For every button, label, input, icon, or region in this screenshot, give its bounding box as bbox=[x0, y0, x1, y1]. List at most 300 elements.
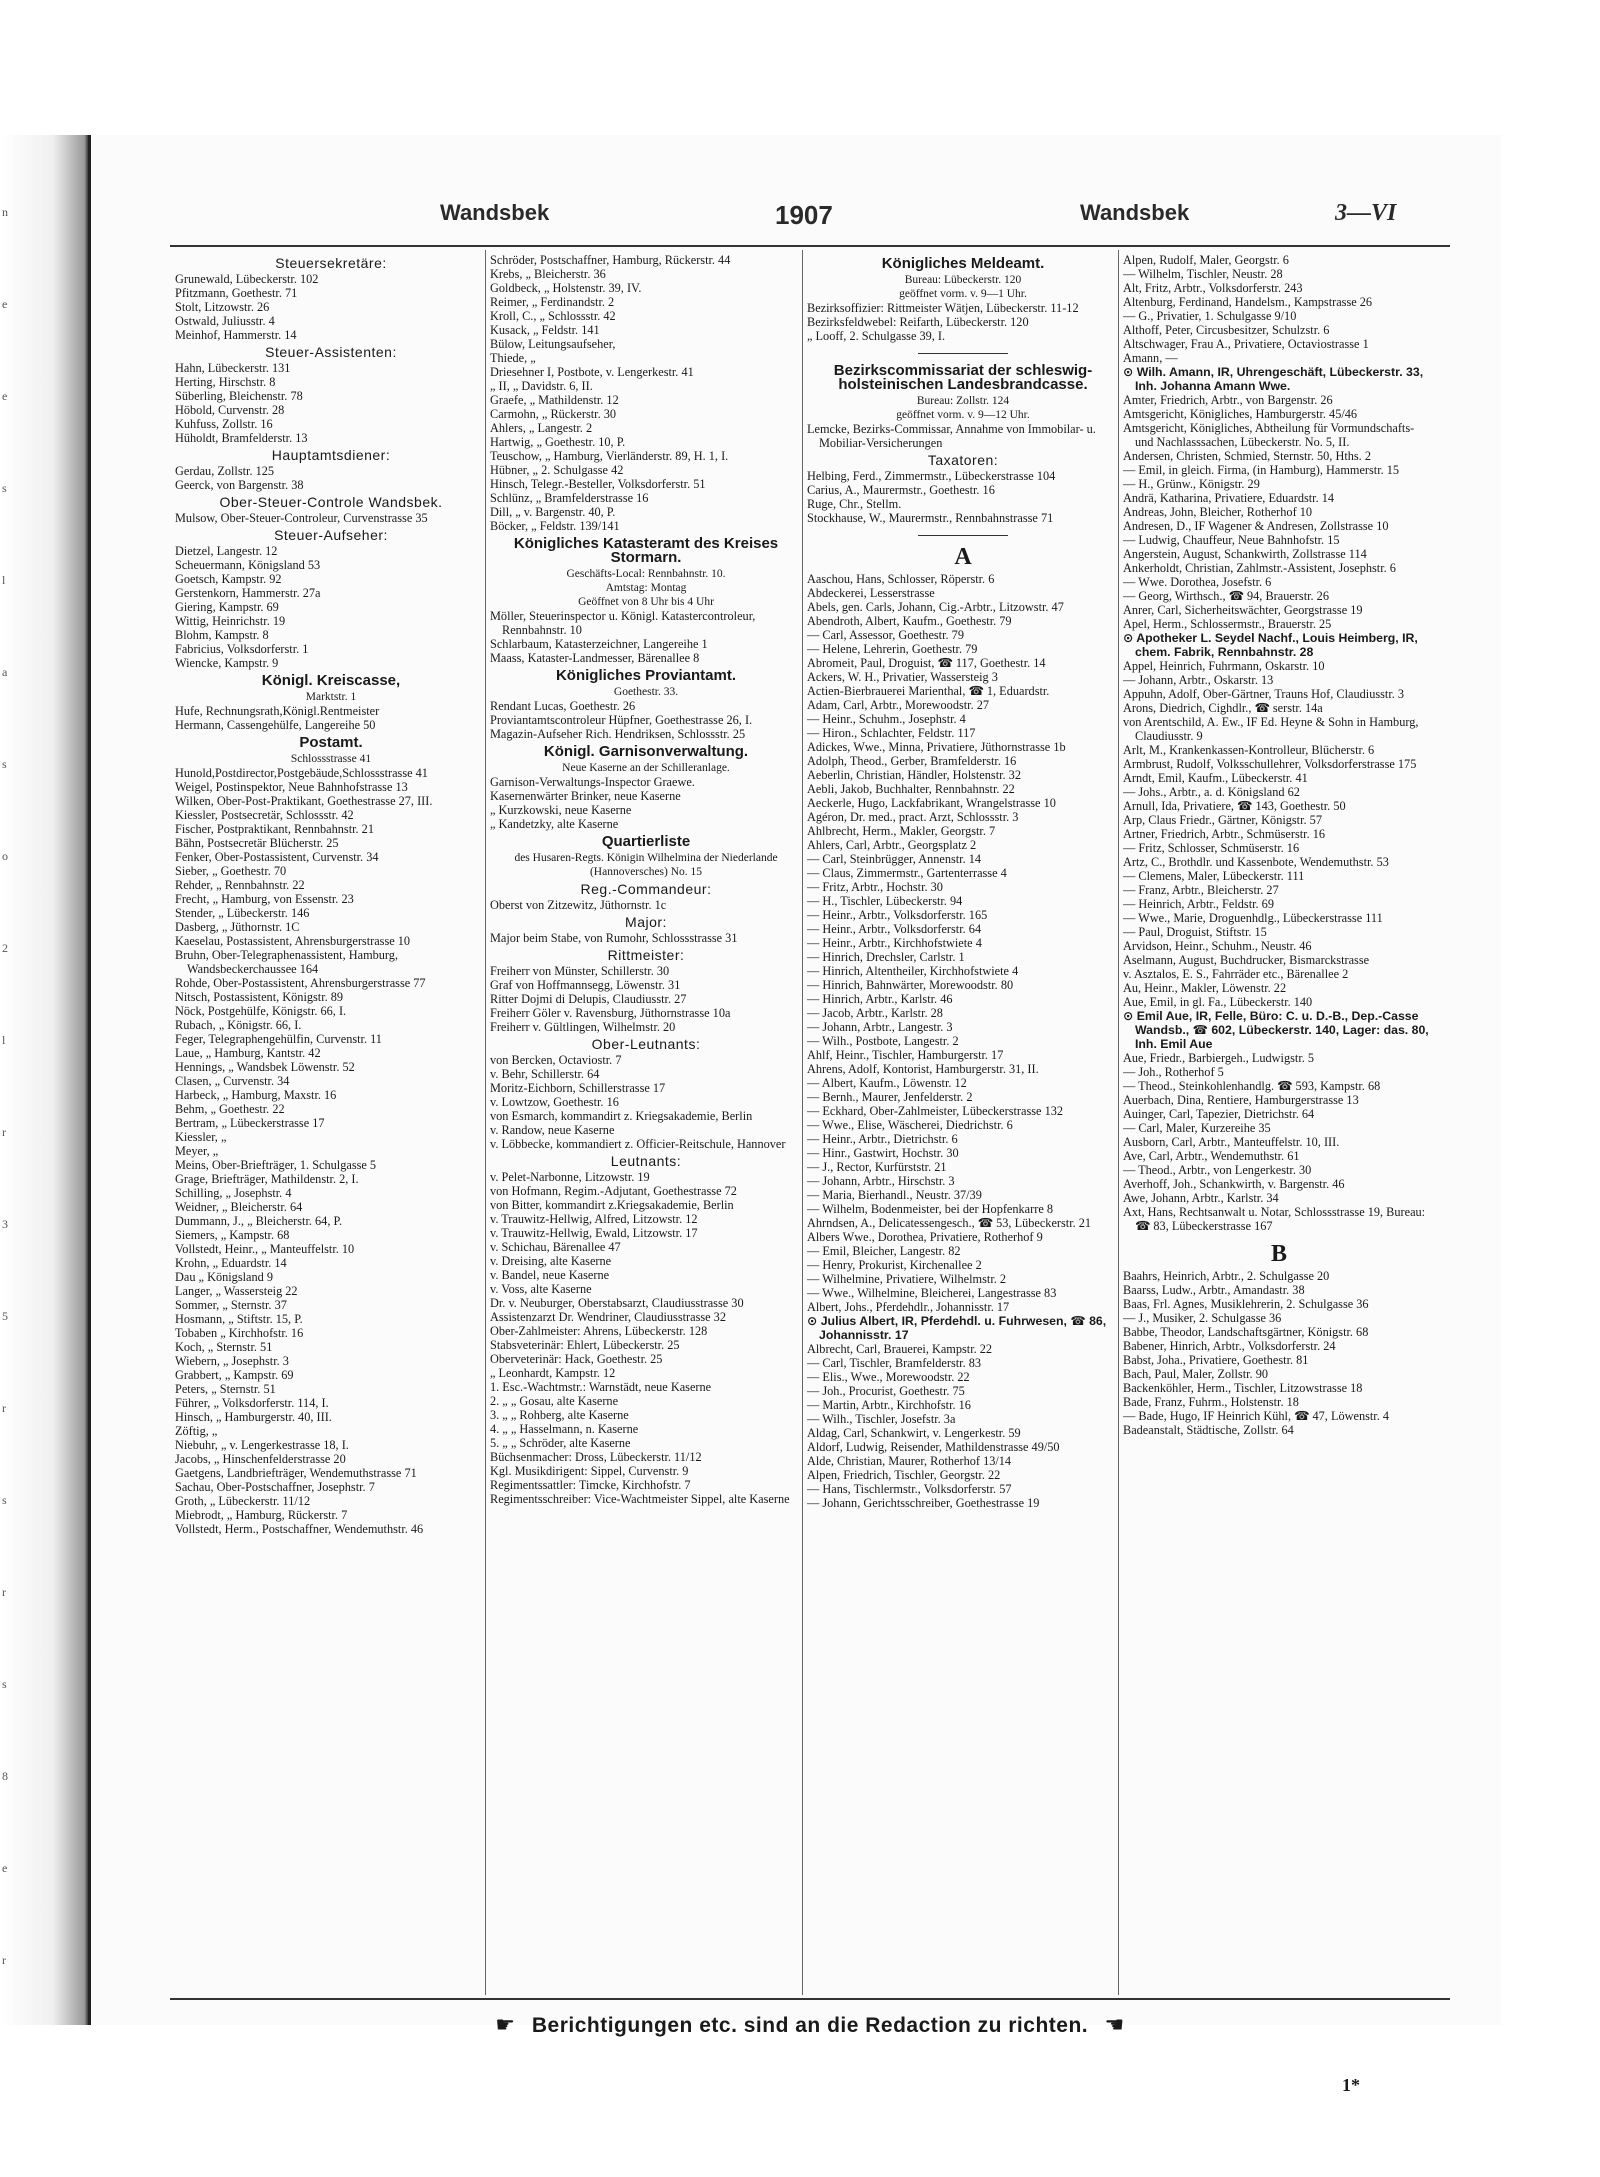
directory-entry: Baas, Frl. Agnes, Musiklehrerin, 2. Schulgasse 36 bbox=[1123, 1297, 1369, 1311]
directory-entry: Adickes, Wwe., Minna, Privatiere, Jüthornstrasse 1b bbox=[807, 740, 1066, 754]
directory-entry: Bezirksfeldwebel: Reifarth, Lübeckerstr. 120 bbox=[807, 315, 1029, 329]
directory-entry: — Helene, Lehrerin, Goethestr. 79 bbox=[807, 642, 978, 656]
prev-page-fragment: s bbox=[2, 1677, 8, 1691]
office-heading: Bezirkscommissariat der schleswig-holsteinischen Landesbrandcasse. bbox=[833, 362, 1093, 393]
directory-entry: 2. „ „ Gosau, alte Kaserne bbox=[490, 1394, 619, 1408]
directory-entry: Langer, „ Wassersteig 22 bbox=[175, 1284, 298, 1298]
prev-page-fragment: n bbox=[2, 205, 9, 219]
directory-entry: Kroll, C., „ Schlossstr. 42 bbox=[490, 309, 616, 323]
directory-entry: Arndt, Emil, Kaufm., Lübeckerstr. 41 bbox=[1123, 771, 1308, 785]
directory-entry: Aldag, Carl, Schankwirt, v. Lengerkestr. 59 bbox=[807, 1426, 1021, 1440]
directory-entry: Rubach, „ Königstr. 66, I. bbox=[175, 1018, 302, 1032]
directory-entry: Goetsch, Kampstr. 92 bbox=[175, 572, 282, 586]
directory-entry: Ahlers, Carl, Arbtr., Georgsplatz 2 bbox=[807, 838, 977, 852]
office-heading: Königliches Meldeamt. bbox=[881, 255, 1045, 272]
directory-entry: — Hiron., Schlachter, Feldstr. 117 bbox=[807, 726, 976, 740]
directory-entry: Stockhause, W., Maurermstr., Rennbahnstrasse 71 bbox=[807, 511, 1054, 525]
column-2 bbox=[490, 253, 802, 1993]
directory-entry: — H., Tischler, Lübeckerstr. 94 bbox=[807, 894, 963, 908]
prev-page-fragment: e bbox=[2, 389, 9, 403]
directory-entry: Graf von Hoffmannsegg, Löwenstr. 31 bbox=[490, 978, 681, 992]
office-subtitle: geöffnet vorm. v. 9—12 Uhr. bbox=[896, 409, 1030, 421]
directory-entry: Abels, gen. Carls, Johann, Cig.-Arbtr., Litzowstr. 47 bbox=[807, 600, 1064, 614]
directory-entry: Bähn, Postsecretär Blücherstr. 25 bbox=[175, 836, 339, 850]
section-heading: Leutnants: bbox=[610, 1153, 682, 1169]
directory-entry: Nöck, Postgehülfe, Königstr. 66, I. bbox=[175, 1004, 347, 1018]
prev-page-fragment: r bbox=[2, 1125, 7, 1139]
directory-entry: Wittig, Heinrichstr. 19 bbox=[175, 614, 286, 628]
directory-entry: Dr. v. Neuburger, Oberstabsarzt, Claudiusstrasse 30 bbox=[490, 1296, 744, 1310]
directory-entry: Oberveterinär: Hack, Goethestr. 25 bbox=[490, 1352, 663, 1366]
directory-entry: Aldorf, Ludwig, Reisender, Mathildenstrasse 49/50 bbox=[807, 1440, 1060, 1454]
directory-entry: Adam, Carl, Arbtr., Morewoodstr. 27 bbox=[807, 698, 990, 712]
directory-entry: Badeanstalt, Städtische, Zollstr. 64 bbox=[1123, 1423, 1294, 1437]
directory-entry: Ahlers, „ Langestr. 2 bbox=[490, 421, 593, 435]
directory-entry: Dietzel, Langestr. 12 bbox=[175, 544, 278, 558]
directory-entry: Moritz-Eichborn, Schillerstrasse 17 bbox=[490, 1081, 666, 1095]
directory-entry: Geerck, von Bargenstr. 38 bbox=[175, 478, 304, 492]
directory-entry: Rohde, Ober-Postassistent, Ahrensburgerstrasse 77 bbox=[175, 976, 426, 990]
directory-entry: Zöftig, „ bbox=[175, 1424, 218, 1438]
directory-entry: — G., Privatier, 1. Schulgasse 9/10 bbox=[1123, 309, 1297, 323]
directory-entry: Awe, Johann, Arbtr., Karlstr. 34 bbox=[1123, 1191, 1279, 1205]
directory-entry: Garnison-Verwaltungs-Inspector Graewe. bbox=[490, 775, 695, 789]
directory-entry: Althoff, Peter, Circusbesitzer, Schulzstr. 6 bbox=[1123, 323, 1330, 337]
directory-entry: Harbeck, „ Hamburg, Maxstr. 16 bbox=[175, 1088, 337, 1102]
directory-entry: v. Löbbecke, kommandiert z. Officier-Reitschule, Hannover bbox=[490, 1137, 786, 1151]
directory-entry: — Johann, Gerichtsschreiber, Goethestrasse 19 bbox=[807, 1496, 1040, 1510]
directory-entry: Abendroth, Albert, Kaufm., Goethestr. 79 bbox=[807, 614, 1012, 628]
directory-entry: Apel, Herm., Schlossermstr., Brauerstr. 25 bbox=[1123, 617, 1332, 631]
directory-entry: — Heinr., Arbtr., Volksdorferstr. 165 bbox=[807, 908, 988, 922]
directory-entry: Krebs, „ Bleicherstr. 36 bbox=[490, 267, 606, 281]
directory-entry: Freiherr von Münster, Schillerstr. 30 bbox=[490, 964, 670, 978]
header-town-right: Wandsbek bbox=[1080, 200, 1190, 225]
directory-entry: Ahlf, Heinr., Tischler, Hamburgerstr. 17 bbox=[807, 1048, 1004, 1062]
directory-entry: Baarss, Ludw., Arbtr., Amandastr. 38 bbox=[1123, 1283, 1305, 1297]
directory-entry: — Maria, Bierhandl., Neustr. 37/39 bbox=[807, 1188, 982, 1202]
directory-entry: — Henry, Prokurist, Kirchenallee 2 bbox=[807, 1258, 982, 1272]
directory-entry: — Jacob, Arbtr., Karlstr. 28 bbox=[807, 1006, 943, 1020]
directory-entry: Hübner, „ 2. Schulgasse 42 bbox=[490, 463, 624, 477]
directory-entry: Behm, „ Goethestr. 22 bbox=[175, 1102, 285, 1116]
prev-page-fragment: r bbox=[2, 1585, 7, 1599]
directory-entry: — Wilhelmine, Privatiere, Wilhelmstr. 2 bbox=[807, 1272, 1007, 1286]
directory-entry: 1. Esc.-Wachtmstr.: Warnstädt, neue Kaserne bbox=[490, 1380, 712, 1394]
prev-page-fragment: a bbox=[2, 665, 9, 679]
section-heading: Taxatoren: bbox=[927, 452, 999, 468]
directory-entry: — Heinr., Schuhm., Josephstr. 4 bbox=[807, 712, 966, 726]
directory-entry: — Hinrich, Bahnwärter, Morewoodstr. 80 bbox=[807, 978, 1014, 992]
directory-entry: Albrecht, Carl, Brauerei, Kampstr. 22 bbox=[807, 1342, 993, 1356]
directory-entry: v. Trauwitz-Hellwig, Alfred, Litzowstr. 12 bbox=[490, 1212, 698, 1226]
directory-entry: Schlarbaum, Katasterzeichner, Langereihe 1 bbox=[490, 637, 708, 651]
directory-entry: Albers Wwe., Dorothea, Privatiere, Rotherhof 9 bbox=[807, 1230, 1043, 1244]
directory-entry: ⊙ Emil Aue, IR, Felle, Büro: C. u. D.-B., Dep.-Casse Wandsb., ☎ 602, Lübeckerstr. 140, Lager: das. 80, Inh. Emil Aue bbox=[1123, 1009, 1429, 1051]
directory-entry: Aselmann, August, Buchdrucker, Bismarckstrasse bbox=[1123, 953, 1370, 967]
directory-entry: Fenker, Ober-Postassistent, Curvenstr. 34 bbox=[175, 850, 379, 864]
directory-entry: Arvidson, Heinr., Schuhm., Neustr. 46 bbox=[1123, 939, 1312, 953]
prev-page-fragment: 3 bbox=[2, 1217, 9, 1231]
directory-entry: Bertram, „ Lübeckerstrasse 17 bbox=[175, 1116, 325, 1130]
directory-entry: — Theod., Steinkohlenhandlg. ☎ 593, Kampstr. 68 bbox=[1123, 1079, 1381, 1093]
column-divider bbox=[802, 250, 803, 1995]
directory-entry: Carmohn, „ Rückerstr. 30 bbox=[490, 407, 617, 421]
office-subtitle: Goethestr. 33. bbox=[613, 686, 679, 698]
directory-entry: — Wilhelm, Bodenmeister, bei der Hopfenkarre 8 bbox=[807, 1202, 1054, 1216]
pointing-hand-icon: ☛ bbox=[495, 2012, 516, 2037]
directory-entry: v. Trauwitz-Hellwig, Ewald, Litzowstr. 17 bbox=[490, 1226, 698, 1240]
directory-entry: Mulsow, Ober-Steuer-Controleur, Curvenstrasse 35 bbox=[175, 511, 428, 525]
prev-page-fragment: l bbox=[2, 573, 7, 587]
directory-entry: Freiherr v. Gültlingen, Wilhelmstr. 20 bbox=[490, 1020, 676, 1034]
directory-entry: — Eckhard, Ober-Zahlmeister, Lübeckerstrasse 132 bbox=[807, 1104, 1064, 1118]
directory-entry: Babst, Joha., Privatiere, Goethestr. 81 bbox=[1123, 1353, 1309, 1367]
directory-entry: Arnull, Ida, Privatiere, ☎ 143, Goethestr. 50 bbox=[1123, 799, 1346, 813]
office-subtitle: Marktstr. 1 bbox=[305, 691, 357, 703]
office-subtitle: Neue Kaserne an der Schilleranlage. bbox=[562, 762, 730, 774]
directory-entry: — J., Musiker, 2. Schulgasse 36 bbox=[1123, 1311, 1282, 1325]
directory-entry: Sachau, Ober-Postschaffner, Josephstr. 7 bbox=[175, 1480, 375, 1494]
office-subtitle: Bureau: Zollstr. 124 bbox=[916, 395, 1010, 407]
directory-entry: Andresen, D., IF Wagener & Andresen, Zollstrasse 10 bbox=[1123, 519, 1389, 533]
directory-entry: Grabbert, „ Kampstr. 69 bbox=[175, 1368, 294, 1382]
directory-entry: Nitsch, Postassistent, Königstr. 89 bbox=[175, 990, 344, 1004]
directory-entry: Assistenzarzt Dr. Wendriner, Claudiusstrasse 32 bbox=[490, 1310, 726, 1324]
directory-entry: Ruge, Chr., Stellm. bbox=[807, 497, 902, 511]
directory-entry: v. Schichau, Bärenallee 47 bbox=[490, 1240, 621, 1254]
directory-entry: Gerdau, Zollstr. 125 bbox=[175, 464, 275, 478]
directory-entry: Lemcke, Bezirks-Commissar, Annahme von Immobilar- u. Mobiliar-Versicherungen bbox=[807, 422, 1096, 450]
directory-entry: Agéron, Dr. med., pract. Arzt, Schlossstr. 3 bbox=[807, 810, 1019, 824]
directory-entry: — Johann, Arbtr., Langestr. 3 bbox=[807, 1020, 953, 1034]
column-1 bbox=[175, 253, 487, 1993]
directory-entry: Alpen, Friedrich, Tischler, Georgstr. 22 bbox=[807, 1468, 1001, 1482]
directory-entry: von Bitter, kommandirt z.Kriegsakademie, Berlin bbox=[490, 1198, 734, 1212]
directory-entry: Carius, A., Maurermstr., Goethestr. 16 bbox=[807, 483, 995, 497]
directory-entry: Clasen, „ Curvenstr. 34 bbox=[175, 1074, 290, 1088]
directory-entry: Ostwald, Juliusstr. 4 bbox=[175, 314, 275, 328]
directory-entry: Armbrust, Rudolf, Volksschullehrer, Volksdorferstrasse 175 bbox=[1123, 757, 1417, 771]
directory-entry: Ahrndsen, A., Delicatessengesch., ☎ 53, Lübeckerstr. 21 bbox=[807, 1216, 1092, 1230]
directory-entry: Oberst von Zitzewitz, Jüthornstr. 1c bbox=[490, 898, 667, 912]
directory-entry: Anrer, Carl, Sicherheitswächter, Georgstrasse 19 bbox=[1123, 603, 1363, 617]
directory-entry: — Carl, Maler, Kurzereihe 35 bbox=[1123, 1121, 1271, 1135]
directory-entry: — Wilh., Tischler, Josefstr. 3a bbox=[807, 1412, 956, 1426]
directory-entry: Aue, Emil, in gl. Fa., Lübeckerstr. 140 bbox=[1123, 995, 1313, 1009]
directory-entry: „ Leonhardt, Kampstr. 12 bbox=[490, 1366, 616, 1380]
directory-entry: — Hinrich, Arbtr., Karlstr. 46 bbox=[807, 992, 953, 1006]
directory-entry: Kiessler, „ bbox=[175, 1130, 227, 1144]
footer-rule bbox=[170, 1998, 1450, 2000]
column-4 bbox=[1123, 253, 1435, 1993]
directory-entry: Magazin-Aufseher Rich. Hendriksen, Schlossstr. 25 bbox=[490, 727, 746, 741]
directory-entry: — Theod., Arbtr., von Lengerkestr. 30 bbox=[1123, 1163, 1312, 1177]
directory-entry: — Martin, Arbtr., Kirchhofstr. 16 bbox=[807, 1398, 971, 1412]
directory-entry: v. Pelet-Narbonne, Litzowstr. 19 bbox=[490, 1170, 650, 1184]
directory-entry: Möller, Steuerinspector u. Königl. Katastercontroleur, Rennbahnstr. 10 bbox=[490, 609, 756, 637]
directory-entry: — Wwe., Marie, Droguenhdlg., Lübeckerstrasse 111 bbox=[1123, 911, 1383, 925]
letter-heading: A bbox=[954, 544, 972, 570]
directory-entry: Kasernenwärter Brinker, neue Kaserne bbox=[490, 789, 681, 803]
directory-entry: Krohn, „ Eduardstr. 14 bbox=[175, 1256, 287, 1270]
directory-entry: Bruhn, Ober-Telegraphenassistent, Hamburg, Wandsbeckerchaussee 164 bbox=[175, 948, 399, 976]
directory-entry: Hennings, „ Wandsbek Löwenstr. 52 bbox=[175, 1060, 355, 1074]
section-heading: Major: bbox=[625, 914, 667, 930]
header-page-number: 3—VI bbox=[1335, 200, 1397, 226]
footer-text: Berichtigungen etc. sind an die Redaction zu richten. bbox=[531, 2014, 1089, 2037]
directory-entry: Ahlbrecht, Herm., Makler, Georgstr. 7 bbox=[807, 824, 996, 838]
directory-entry: Gerstenkorn, Hammerstr. 27a bbox=[175, 586, 321, 600]
directory-entry: Au, Heinr., Makler, Löwenstr. 22 bbox=[1123, 981, 1287, 995]
directory-entry: — Ludwig, Chauffeur, Neue Bahnhofstr. 15 bbox=[1123, 533, 1340, 547]
directory-entry: Helbing, Ferd., Zimmermstr., Lübeckerstrasse 104 bbox=[807, 469, 1056, 483]
office-heading: Königl. Kreiscasse, bbox=[261, 672, 401, 689]
directory-entry: Kusack, „ Feldstr. 141 bbox=[490, 323, 600, 337]
directory-entry: Appel, Heinrich, Fuhrmann, Oskarstr. 10 bbox=[1123, 659, 1325, 673]
short-rule bbox=[918, 353, 1008, 354]
directory-entry: Böcker, „ Feldstr. 139/141 bbox=[490, 519, 620, 533]
directory-entry: v. Randow, neue Kaserne bbox=[490, 1123, 615, 1137]
directory-entry: Miebrodt, „ Hamburg, Rückerstr. 7 bbox=[175, 1508, 348, 1522]
directory-entry: — Hinrich, Drechsler, Carlstr. 1 bbox=[807, 950, 965, 964]
office-subtitle: Geöffnet von 8 Uhr bis 4 Uhr bbox=[578, 596, 714, 608]
directory-entry: Regimentssattler: Timcke, Kirchhofstr. 7 bbox=[490, 1478, 691, 1492]
directory-entry: Führer, „ Volksdorferstr. 114, I. bbox=[175, 1396, 329, 1410]
directory-entry: Alde, Christian, Maurer, Rotherhof 13/14 bbox=[807, 1454, 1012, 1468]
directory-entry: Arlt, M., Krankenkassen-Kontrolleur, Blücherstr. 6 bbox=[1123, 743, 1375, 757]
directory-entry: v. Dreising, alte Kaserne bbox=[490, 1254, 612, 1268]
directory-entry: Meinhof, Hammerstr. 14 bbox=[175, 328, 297, 342]
directory-entry: von Arentschild, A. Ew., IF Ed. Heyne & Sohn in Hamburg, Claudiusstr. 9 bbox=[1123, 715, 1419, 743]
directory-entry: Blohm, Kampstr. 8 bbox=[175, 628, 269, 642]
directory-entry: Alpen, Rudolf, Maler, Georgstr. 6 bbox=[1123, 253, 1289, 267]
directory-entry: Averhoff, Joh., Schankwirth, v. Bargenstr. 46 bbox=[1123, 1177, 1345, 1191]
directory-entry: Bade, Franz, Fuhrm., Holstenstr. 18 bbox=[1123, 1395, 1299, 1409]
directory-entry: Ober-Zahlmeister: Ahrens, Lübeckerstr. 128 bbox=[490, 1324, 708, 1338]
directory-entry: v. Bandel, neue Kaserne bbox=[490, 1268, 610, 1282]
directory-entry: „ Kurzkowski, neue Kaserne bbox=[490, 803, 632, 817]
office-subtitle: Amtstag: Montag bbox=[605, 582, 687, 594]
prev-page-fragment: s bbox=[2, 1493, 8, 1507]
directory-entry: Ahrens, Adolf, Kontorist, Hamburgerstr. 31, II. bbox=[807, 1062, 1039, 1076]
section-heading: Steuersekretäre: bbox=[275, 255, 387, 271]
directory-entry: — Johann, Arbtr., Oskarstr. 13 bbox=[1123, 673, 1274, 687]
directory-entry: Aebli, Jakob, Buchhalter, Rennbahnstr. 22 bbox=[807, 782, 1015, 796]
directory-entry: Hinsch, „ Hamburgerstr. 40, III. bbox=[175, 1410, 332, 1424]
directory-entry: Vollstedt, Heinr., „ Manteuffelstr. 10 bbox=[175, 1242, 355, 1256]
directory-entry: Scheuermann, Königsland 53 bbox=[175, 558, 321, 572]
directory-entry: Freiherr Göler v. Ravensburg, Jüthornstrasse 10a bbox=[490, 1006, 731, 1020]
directory-entry: — Carl, Steinbrügger, Annenstr. 14 bbox=[807, 852, 982, 866]
directory-entry: Ritter Dojmi di Delupis, Claudiusstr. 27 bbox=[490, 992, 687, 1006]
directory-entry: — Heinr., Arbtr., Dietrichstr. 6 bbox=[807, 1132, 958, 1146]
directory-entry: Driesehner I, Postbote, v. Lengerkestr. 41 bbox=[490, 365, 694, 379]
directory-entry: Graefe, „ Mathildenstr. 12 bbox=[490, 393, 619, 407]
directory-entry: Kiessler, Postsecretär, Schlossstr. 42 bbox=[175, 808, 354, 822]
directory-entry: — Georg, Wirthsch., ☎ 94, Brauerstr. 26 bbox=[1123, 589, 1329, 603]
section-heading: Ober-Leutnants: bbox=[591, 1036, 701, 1052]
office-heading: Quartierliste bbox=[601, 833, 691, 850]
directory-entry: Weigel, Postinspektor, Neue Bahnhofstrasse 13 bbox=[175, 780, 408, 794]
directory-entry: Andrä, Katharina, Privatiere, Eduardstr. 14 bbox=[1123, 491, 1335, 505]
office-subtitle: Schlossstrasse 41 bbox=[290, 753, 372, 765]
directory-entry: Groth, „ Lübeckerstr. 11/12 bbox=[175, 1494, 311, 1508]
directory-entry: Grage, Briefträger, Mathildenstr. 2, I. bbox=[175, 1172, 359, 1186]
directory-entry: — Heinr., Arbtr., Volksdorferstr. 64 bbox=[807, 922, 982, 936]
directory-entry: — Fritz, Schlosser, Schmüserstr. 16 bbox=[1123, 841, 1300, 855]
directory-entry: — Wwe. Dorothea, Josefstr. 6 bbox=[1123, 575, 1272, 589]
directory-entry: Vollstedt, Herm., Postschaffner, Wendemuthstr. 46 bbox=[175, 1522, 424, 1536]
directory-entry: Jacobs, „ Hinschenfelderstrasse 20 bbox=[175, 1452, 346, 1466]
directory-entry: v. Voss, alte Kaserne bbox=[490, 1282, 592, 1296]
directory-entry: Hunold,Postdirector,Postgebäude,Schlossstrasse 41 bbox=[175, 766, 428, 780]
directory-entry: — Carl, Assessor, Goethestr. 79 bbox=[807, 628, 964, 642]
directory-entry: Rendant Lucas, Goethestr. 26 bbox=[490, 699, 636, 713]
directory-entry: Arp, Claus Friedr., Gärtner, Königstr. 57 bbox=[1123, 813, 1322, 827]
directory-entry: Pfitzmann, Goethestr. 71 bbox=[175, 286, 298, 300]
directory-entry: — Emil, Bleicher, Langestr. 82 bbox=[807, 1244, 961, 1258]
section-heading: Reg.-Commandeur: bbox=[580, 881, 712, 897]
directory-entry: — Joh., Rotherhof 5 bbox=[1123, 1065, 1224, 1079]
directory-entry: — Wilhelm, Tischler, Neustr. 28 bbox=[1123, 267, 1283, 281]
directory-entry: Proviantamtscontroleur Hüpfner, Goethestrasse 26, I. bbox=[490, 713, 753, 727]
directory-entry: Bezirksoffizier: Rittmeister Wätjen, Lübeckerstr. 11-12 bbox=[807, 301, 1079, 315]
directory-entry: v. Lowtzow, Goethestr. 16 bbox=[490, 1095, 619, 1109]
directory-entry: Meins, Ober-Briefträger, 1. Schulgasse 5 bbox=[175, 1158, 377, 1172]
directory-entry: Aeberlin, Christian, Händler, Holstenstr. 32 bbox=[807, 768, 1021, 782]
directory-entry: — J., Rector, Kurfürststr. 21 bbox=[807, 1160, 947, 1174]
directory-entry: Amtsgericht, Königliches, Hamburgerstr. 45/46 bbox=[1123, 407, 1358, 421]
directory-entry: — Carl, Tischler, Bramfelderstr. 83 bbox=[807, 1356, 982, 1370]
letter-heading: B bbox=[1270, 1241, 1287, 1267]
directory-entry: Aaschou, Hans, Schlosser, Röperstr. 6 bbox=[807, 572, 995, 586]
directory-entry: Weidner, „ Bleicherstr. 64 bbox=[175, 1200, 303, 1214]
directory-entry: — Joh., Procurist, Goethestr. 75 bbox=[807, 1384, 965, 1398]
directory-entry: „ Looff, 2. Schulgasse 39, I. bbox=[807, 329, 946, 343]
directory-entry: Altenburg, Ferdinand, Handelsm., Kampstrasse 26 bbox=[1123, 295, 1373, 309]
directory-entry: — Albert, Kaufm., Löwenstr. 12 bbox=[807, 1076, 967, 1090]
directory-entry: Niebuhr, „ v. Lengerkestrasse 18, I. bbox=[175, 1438, 349, 1452]
directory-entry: Hahn, Lübeckerstr. 131 bbox=[175, 361, 291, 375]
directory-entry: Giering, Kampstr. 69 bbox=[175, 600, 279, 614]
directory-entry: Adolph, Theod., Gerber, Bramfelderstr. 16 bbox=[807, 754, 1017, 768]
directory-entry: Meyer, „ bbox=[175, 1144, 219, 1158]
prev-page-fragment: 2 bbox=[2, 941, 9, 955]
directory-entry: Schröder, Postschaffner, Hamburg, Rückerstr. 44 bbox=[490, 253, 731, 267]
directory-entry: Reimer, „ Ferdinandstr. 2 bbox=[490, 295, 615, 309]
directory-entry: Kgl. Musikdirigent: Sippel, Curvenstr. 9 bbox=[490, 1464, 689, 1478]
directory-entry: Andersen, Christen, Schmied, Sternstr. 50, Hths. 2 bbox=[1123, 449, 1371, 463]
directory-entry: Ankerholdt, Christian, Zahlmstr.-Assistent, Josephstr. 6 bbox=[1123, 561, 1396, 575]
header-year: 1907 bbox=[775, 200, 833, 230]
directory-entry: Dill, „ v. Bargenstr. 40, P. bbox=[490, 505, 616, 519]
directory-entry: Wilken, Ober-Post-Praktikant, Goethestrasse 27, III. bbox=[175, 794, 433, 808]
directory-entry: Andreas, John, Bleicher, Rotherhof 10 bbox=[1123, 505, 1313, 519]
directory-entry: 4. „ „ Hasselmann, n. Kaserne bbox=[490, 1422, 639, 1436]
prev-page-fragment: e bbox=[2, 297, 9, 311]
directory-entry: Regimentsschreiber: Vice-Wachtmeister Sippel, alte Kaserne bbox=[490, 1492, 790, 1506]
directory-entry: Hermann, Cassengehülfe, Langereihe 50 bbox=[175, 718, 376, 732]
directory-entry: Siemers, „ Kampstr. 68 bbox=[175, 1228, 290, 1242]
office-heading: Königl. Garnisonverwaltung. bbox=[543, 743, 749, 760]
directory-entry: Stender, „ Lübeckerstr. 146 bbox=[175, 906, 310, 920]
directory-entry: Dasberg, „ Jüthornstr. 1C bbox=[175, 920, 300, 934]
directory-entry: Stolt, Litzowstr. 26 bbox=[175, 300, 270, 314]
directory-entry: — Heinrich, Arbtr., Feldstr. 69 bbox=[1123, 897, 1274, 911]
directory-entry: ⊙ Wilh. Amann, IR, Uhrengeschäft, Lübeckerstr. 33, Inh. Johanna Amann Wwe. bbox=[1123, 365, 1424, 393]
pointing-hand-icon: ☚ bbox=[1104, 2012, 1125, 2037]
section-heading: Steuer-Aufseher: bbox=[274, 527, 388, 543]
directory-entry: Angerstein, August, Schankwirth, Zollstrasse 114 bbox=[1123, 547, 1367, 561]
directory-entry: Amtsgericht, Königliches, Abtheilung für Vormundschafts- und Nachlasssachen, Lübeckerstr. No. 5, II. bbox=[1123, 421, 1415, 449]
directory-entry: ⊙ Apotheker L. Seydel Nachf., Louis Heimberg, IR, chem. Fabrik, Rennbahnstr. 28 bbox=[1123, 631, 1418, 659]
directory-entry: Auerbach, Dina, Rentiere, Hamburgerstrasse 13 bbox=[1123, 1093, 1359, 1107]
directory-entry: Stabsveterinär: Ehlert, Lübeckerstr. 25 bbox=[490, 1338, 680, 1352]
page-header bbox=[360, 200, 1450, 240]
directory-entry: Höbold, Curvenstr. 28 bbox=[175, 403, 285, 417]
directory-entry: Schlünz, „ Bramfelderstrasse 16 bbox=[490, 491, 649, 505]
directory-entry: Alt, Fritz, Arbtr., Volksdorferstr. 243 bbox=[1123, 281, 1303, 295]
directory-entry: — Hinrich, Altentheiler, Kirchhofstwiete 4 bbox=[807, 964, 1019, 978]
prev-page-fragment: 5 bbox=[2, 1309, 9, 1323]
prev-page-fragment: l bbox=[2, 1033, 7, 1047]
directory-entry: Grunewald, Lübeckerstr. 102 bbox=[175, 272, 319, 286]
directory-entry: Ackers, W. H., Privatier, Wassersteig 3 bbox=[807, 670, 998, 684]
directory-entry: — Emil, in gleich. Firma, (in Hamburg), Hammerstr. 15 bbox=[1123, 463, 1400, 477]
directory-entry: Auinger, Carl, Tapezier, Dietrichstr. 64 bbox=[1123, 1107, 1315, 1121]
prev-page-fragment: o bbox=[2, 849, 9, 863]
directory-entry: v. Behr, Schillerstr. 64 bbox=[490, 1067, 600, 1081]
directory-entry: Artner, Friedrich, Arbtr., Schmüserstr. 16 bbox=[1123, 827, 1326, 841]
office-subtitle: Geschäfts-Local: Rennbahnstr. 10. bbox=[566, 568, 726, 580]
directory-entry: Laue, „ Hamburg, Kantstr. 42 bbox=[175, 1046, 321, 1060]
directory-entry: Axt, Hans, Rechtsanwalt u. Notar, Schlossstrasse 19, Bureau: ☎ 83, Lübeckerstrasse 167 bbox=[1123, 1205, 1426, 1233]
section-heading: Steuer-Assistenten: bbox=[265, 344, 397, 360]
directory-entry: Hosmann, „ Stiftstr. 15, P. bbox=[175, 1312, 303, 1326]
directory-entry: Artz, C., Brothdlr. und Kassenbote, Wendemuthstr. 53 bbox=[1123, 855, 1389, 869]
directory-entry: Koch, „ Sternstr. 51 bbox=[175, 1340, 273, 1354]
directory-entry: Amter, Friedrich, Arbtr., von Bargenstr. 26 bbox=[1123, 393, 1333, 407]
prev-page-fragment: r bbox=[2, 1401, 7, 1415]
directory-entry: Feger, Telegraphengehülfin, Curvenstr. 11 bbox=[175, 1032, 382, 1046]
directory-entry: Gaetgens, Landbriefträger, Wendemuthstrasse 71 bbox=[175, 1466, 417, 1480]
section-heading: Hauptamtsdiener: bbox=[271, 447, 391, 463]
directory-entry: Arons, Diedrich, Cighdlr., ☎ serstr. 14a bbox=[1123, 701, 1323, 715]
directory-entry: v. Asztalos, E. S., Fahrräder etc., Bärenallee 2 bbox=[1123, 967, 1349, 981]
directory-entry: Baahrs, Heinrich, Arbtr., 2. Schulgasse 20 bbox=[1123, 1269, 1330, 1283]
directory-entry: — Johs., Arbtr., a. d. Königsland 62 bbox=[1123, 785, 1300, 799]
column-3 bbox=[807, 253, 1119, 1993]
directory-entry: — Elis., Wwe., Morewoodstr. 22 bbox=[807, 1370, 970, 1384]
directory-entry: — Wwe., Elise, Wäscherei, Diedrichstr. 6 bbox=[807, 1118, 1013, 1132]
directory-entry: Ave, Carl, Arbtr., Wendemuthstr. 61 bbox=[1123, 1149, 1300, 1163]
directory-entry: 3. „ „ Rohberg, alte Kaserne bbox=[490, 1408, 629, 1422]
directory-entry: Abromeit, Paul, Droguist, ☎ 117, Goethestr. 14 bbox=[807, 656, 1046, 670]
section-heading: Rittmeister: bbox=[607, 947, 685, 963]
directory-entry: — Clemens, Maler, Lübeckerstr. 111 bbox=[1123, 869, 1305, 883]
directory-entry: von Esmarch, kommandirt z. Kriegsakademie, Berlin bbox=[490, 1109, 753, 1123]
directory-entry: — Bernh., Maurer, Jenfelderstr. 2 bbox=[807, 1090, 973, 1104]
directory-entry: Sommer, „ Sternstr. 37 bbox=[175, 1298, 287, 1312]
directory-entry: Albert, Johs., Pferdehdlr., Johannisstr. 17 bbox=[807, 1300, 1010, 1314]
directory-entry: Wiebern, „ Josephstr. 3 bbox=[175, 1354, 289, 1368]
directory-entry: Actien-Bierbrauerei Marienthal, ☎ 1, Eduardstr. bbox=[807, 684, 1050, 698]
prev-page-fragment: r bbox=[2, 1953, 7, 1967]
prev-page-fragment: s bbox=[2, 481, 8, 495]
directory-entry: — Franz, Arbtr., Bleicherstr. 27 bbox=[1123, 883, 1279, 897]
directory-entry: „ Kandetzky, alte Kaserne bbox=[490, 817, 619, 831]
